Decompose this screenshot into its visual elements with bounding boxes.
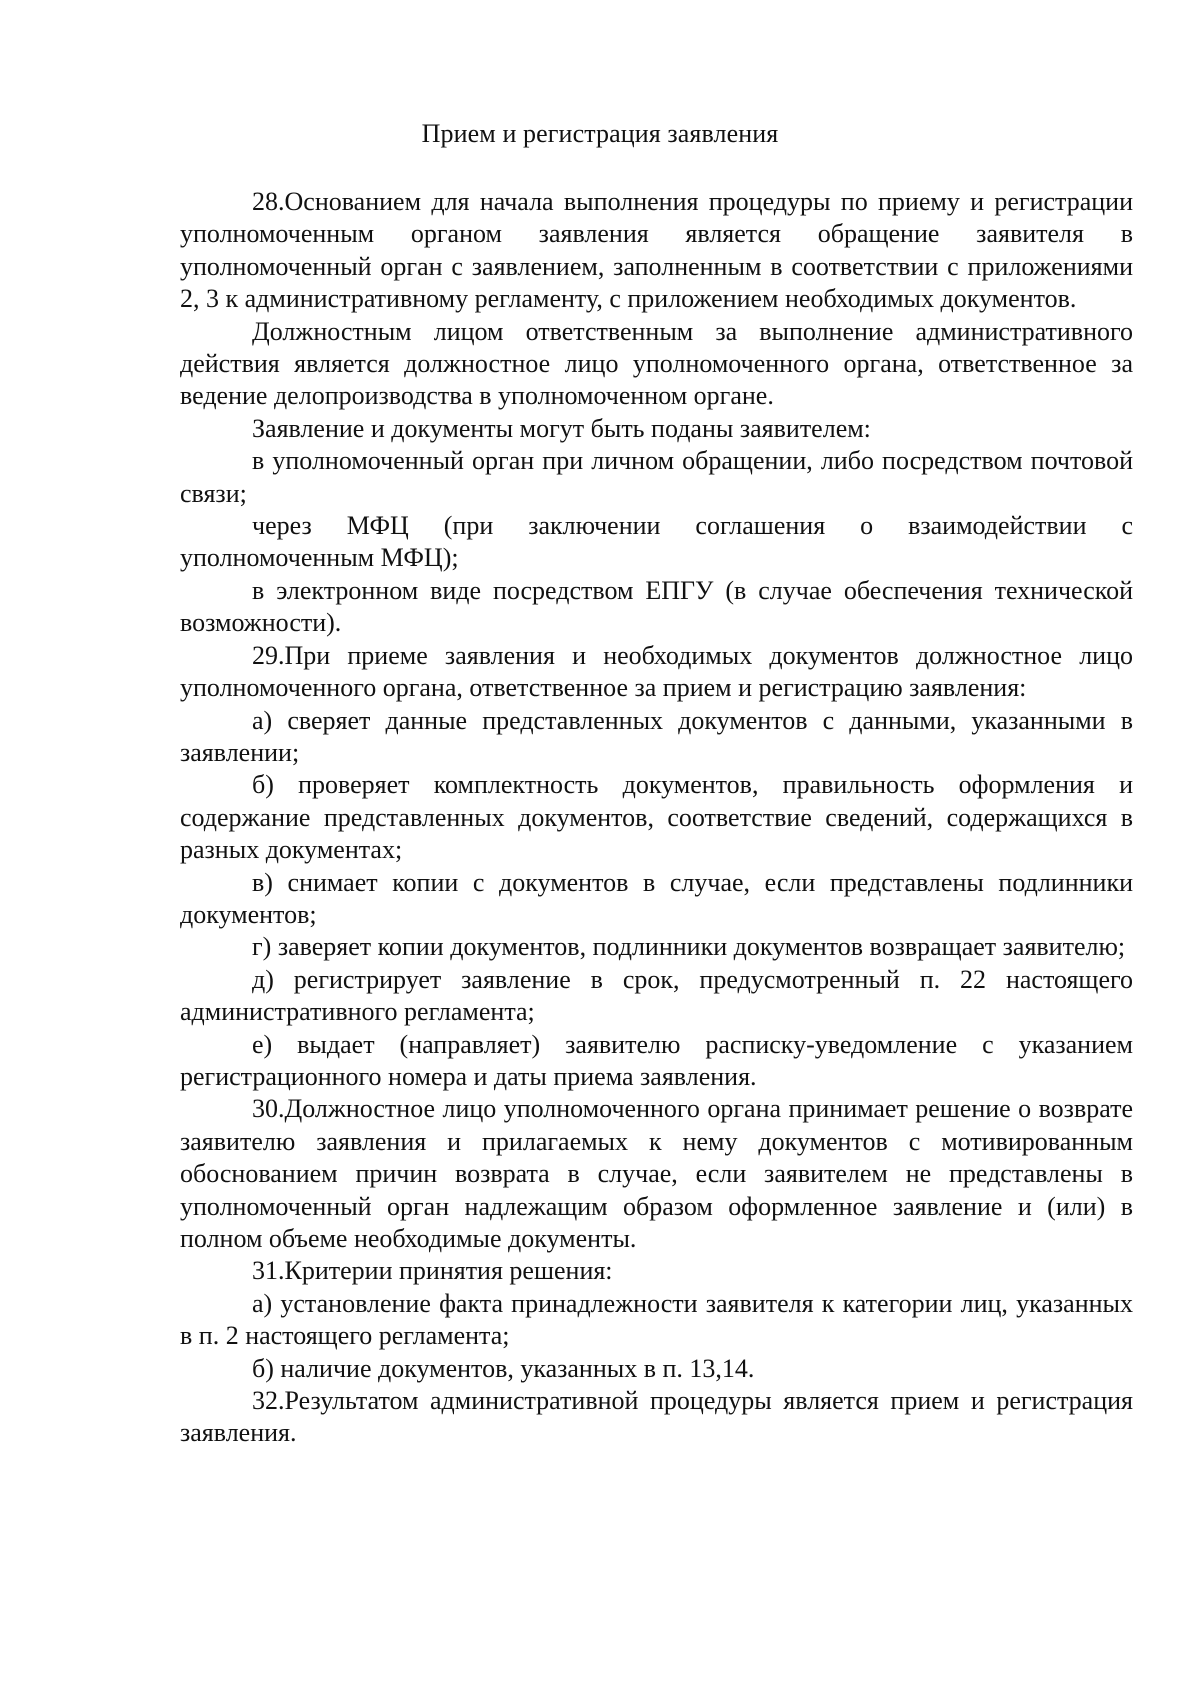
paragraph-submission-methods-intro: Заявление и документы могут быть поданы заявителем: [252, 413, 871, 443]
paragraph-submission-in-person: в уполномоченный орган при личном обращении, либо посредством почтовой связи; [180, 446, 1133, 508]
paragraph-31-item-a: а) установление факта принадлежности заявителя к категории лиц, указанных в п. 2 настоящего регламента; [180, 1288, 1133, 1351]
paragraph-29-item-b: б) проверяет комплектность документов, правильность оформления и содержание представленных документов, соответствие сведений, содержащихся в разных документах; [180, 770, 1133, 865]
paragraph-29-item-e: е) выдает (направляет) заявителю расписку-уведомление с указанием регистрационного номера и даты приема заявления. [180, 1029, 1133, 1091]
paragraph-32-result: 32.Результатом административной процедуры является прием и регистрация заявления. [180, 1386, 1133, 1448]
paragraph-31-criteria: 31.Критерии принятия решения: [252, 1256, 613, 1286]
paragraph-29-item-a: а) сверяет данные представленных документов с данными, указанными в заявлении; [180, 705, 1133, 767]
paragraph-29-item-v: в) снимает копии с документов в случае, если представлены подлинники документов; [180, 867, 1133, 929]
paragraph-submission-mfc: через МФЦ (при заключении соглашения о взаимодействии с уполномоченным МФЦ); [180, 511, 1133, 573]
paragraph-28-basis: 28.Основанием для начала выполнения процедуры по приему и регистрации уполномоченным органом заявления является обращение заявителя в уполномоченный орган с заявлением, заполненным в соответствии с приложениями 2, 3 к административному регламенту, с приложением необходимых документов. [180, 187, 1133, 314]
paragraph-29-reception: 29.При приеме заявления и необходимых документов должностное лицо уполномоченного органа, ответственное за прием и регистрацию заявления: [180, 640, 1133, 703]
paragraph-29-item-g: г) заверяет копии документов, подлинники документов возвращает заявителю; [252, 932, 1126, 962]
paragraph-29-item-d: д) регистрирует заявление в срок, предусмотренный п. 22 настоящего административного регламента; [180, 964, 1133, 1027]
paragraph-submission-epgu: в электронном виде посредством ЕПГУ (в случае обеспечения технической возможности). [180, 575, 1133, 638]
paragraph-responsible-official: Должностным лицом ответственным за выполнение административного действия является должностное лицо уполномоченного органа, ответственное за ведение делопроизводства в уполномоченном органе. [180, 316, 1133, 411]
paragraph-30-return: 30.Должностное лицо уполномоченного органа принимает решение о возврате заявителю заявления и прилагаемых к нему документов с мотивированным обоснованием причин возврата в случае, если заявителем не представлены в уполномоченный орган надлежащим образом оформленное заявление и (или) в полном объеме необходимые документы. [180, 1094, 1133, 1253]
page-title: Прием и регистрация заявления [421, 119, 779, 148]
document-body [180, 186, 1133, 1450]
paragraph-31-item-b: б) наличие документов, указанных в п. 13,14. [252, 1353, 755, 1383]
